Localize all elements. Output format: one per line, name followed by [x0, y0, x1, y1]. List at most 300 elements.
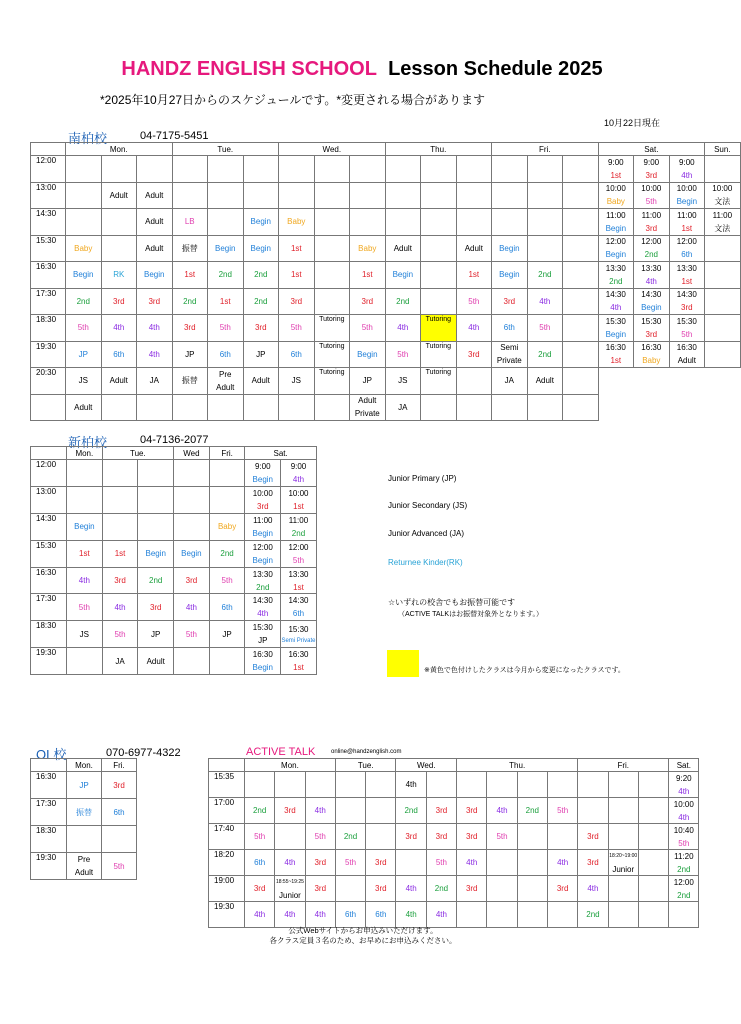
class-cell: Begin [492, 262, 528, 289]
class-cell: 2nd [335, 824, 365, 850]
class-cell [275, 824, 305, 850]
class-cell: 2nd [243, 288, 279, 315]
class-cell: 3rd [305, 850, 335, 876]
class-cell [67, 826, 102, 853]
class-cell [279, 156, 315, 183]
schedule-row [31, 513, 317, 540]
class-cell: Adult [137, 182, 173, 209]
class-cell [456, 368, 492, 395]
class-cell: 2nd [245, 798, 275, 824]
legend-js: Junior Secondary (JS) [388, 501, 468, 510]
schedule-row [31, 209, 741, 236]
class-cell [385, 156, 421, 183]
time-cell: 14:30 [31, 209, 66, 236]
day-header: Mon. [66, 143, 173, 156]
class-cell: Begin [67, 513, 103, 540]
class-cell: JP [350, 368, 386, 395]
class-cell: 5th [279, 315, 315, 342]
class-cell: 4th [305, 798, 335, 824]
time-cell: 16:30 [31, 567, 67, 594]
class-cell [67, 648, 103, 675]
class-cell: 3rd [426, 824, 456, 850]
class-cell: 3rd [243, 315, 279, 342]
class-cell: 5th [102, 621, 138, 648]
class-cell: 9:00 4th [669, 156, 705, 183]
time-cell: 15:30 [31, 540, 67, 567]
class-cell [101, 156, 137, 183]
class-cell [456, 156, 492, 183]
class-cell: 4th [137, 341, 173, 368]
class-cell [705, 262, 741, 289]
schedule-row [209, 902, 699, 928]
class-cell [138, 486, 174, 513]
class-cell [66, 182, 102, 209]
class-cell: 3rd [138, 594, 174, 621]
class-cell [456, 182, 492, 209]
class-cell: 4th [275, 850, 305, 876]
class-cell [457, 772, 487, 798]
class-cell: 2nd [209, 540, 245, 567]
class-cell: 5th [335, 850, 365, 876]
class-cell [517, 850, 547, 876]
class-cell [578, 772, 608, 798]
class-cell [335, 798, 365, 824]
schedule-row [31, 262, 741, 289]
schedule-row [209, 850, 699, 876]
class-cell [638, 876, 668, 902]
class-cell: 4th [275, 902, 305, 928]
class-cell: 1st [172, 262, 208, 289]
class-cell [66, 209, 102, 236]
class-cell: 4th [396, 902, 426, 928]
time-cell: 13:00 [31, 182, 66, 209]
class-cell [335, 772, 365, 798]
class-cell: 6th [102, 799, 137, 826]
class-cell: 12:00 5th [281, 540, 317, 567]
class-cell [209, 648, 245, 675]
class-cell: 11:00 文法 [705, 209, 741, 236]
class-cell: JA [137, 368, 173, 395]
class-cell [314, 209, 350, 236]
class-cell [314, 235, 350, 262]
class-cell [101, 394, 137, 421]
class-cell: Begin [137, 262, 173, 289]
class-cell: 5th [209, 567, 245, 594]
header-corner [209, 759, 245, 772]
class-cell: 3rd [279, 288, 315, 315]
day-header: Fri. [102, 759, 137, 772]
class-cell: Pre Adult [67, 853, 102, 880]
time-cell: 19:30 [31, 648, 67, 675]
highlight-swatch [387, 650, 419, 677]
class-cell [608, 876, 638, 902]
legend-ja: Junior Advanced (JA) [388, 529, 465, 538]
class-cell [174, 513, 210, 540]
schedule-row [31, 182, 741, 209]
day-header: Thu. [385, 143, 492, 156]
class-cell [66, 156, 102, 183]
time-cell: 18:30 [31, 315, 66, 342]
class-cell [608, 902, 638, 928]
subtitle: *2025年10月27日からのスケジュールです。*変更される場合があります [100, 93, 486, 107]
class-cell [305, 772, 335, 798]
class-cell [350, 156, 386, 183]
class-cell [209, 460, 245, 487]
class-cell [314, 156, 350, 183]
class-cell [421, 182, 457, 209]
active-talk-name: ACTIVE TALK [246, 746, 316, 758]
class-cell: Adult [527, 368, 563, 395]
class-cell: 振替 [67, 799, 102, 826]
class-cell: 4th [578, 876, 608, 902]
class-cell: 3rd [174, 567, 210, 594]
class-cell [608, 798, 638, 824]
schedule-row [209, 824, 699, 850]
day-header: Mon. [67, 759, 102, 772]
class-cell: Tutoring [421, 315, 457, 342]
class-cell: 振替 [172, 368, 208, 395]
class-cell: 5th [67, 594, 103, 621]
class-cell: 14:30 3rd [669, 288, 705, 315]
time-cell: 17:30 [31, 594, 67, 621]
class-cell: Pre Adult [208, 368, 244, 395]
time-cell: 16:30 [31, 262, 66, 289]
class-cell [421, 209, 457, 236]
class-cell: JP [67, 772, 102, 799]
class-cell: 12:00 6th [669, 235, 705, 262]
class-cell [245, 772, 275, 798]
legend-rk: Returnee Kinder(RK) [388, 558, 463, 567]
header-corner [31, 759, 67, 772]
class-cell [67, 460, 103, 487]
time-cell: 13:00 [31, 486, 67, 513]
class-cell [456, 394, 492, 421]
class-cell [421, 288, 457, 315]
footer-line-1: 公式Webサイトからお申込みいただけます。 [288, 926, 438, 935]
class-cell: 振替 [172, 235, 208, 262]
day-header: Sat. [669, 759, 699, 772]
class-cell [705, 288, 741, 315]
class-cell: 3rd [457, 876, 487, 902]
class-cell: 2nd [527, 262, 563, 289]
time-cell: 19:30 [31, 341, 66, 368]
day-header: Thu. [457, 759, 578, 772]
class-cell: 16:30 Begin [245, 648, 281, 675]
class-cell: 6th [366, 902, 396, 928]
day-header: Tue. [172, 143, 279, 156]
class-cell: 5th [208, 315, 244, 342]
class-cell: Adult [385, 235, 421, 262]
class-cell: 4th [487, 798, 517, 824]
class-cell [421, 394, 457, 421]
class-cell: Adult [243, 368, 279, 395]
class-cell: 2nd [138, 567, 174, 594]
class-cell [563, 235, 599, 262]
class-cell [366, 772, 396, 798]
class-cell: 6th [101, 341, 137, 368]
time-cell: 15:30 [31, 235, 66, 262]
class-cell: 4th [245, 902, 275, 928]
schedule-row [31, 648, 317, 675]
class-cell: Baby [66, 235, 102, 262]
class-cell [385, 209, 421, 236]
minami-phone: 04-7175-5451 [140, 130, 209, 142]
class-cell [563, 262, 599, 289]
schedule-row [31, 460, 317, 487]
class-cell [172, 156, 208, 183]
class-cell [102, 826, 137, 853]
schedule-row [31, 772, 137, 799]
time-cell: 19:30 [31, 853, 67, 880]
class-cell [350, 209, 386, 236]
minami-name: 南柏校 [68, 131, 108, 146]
class-cell: Tutoring [421, 341, 457, 368]
class-cell [208, 156, 244, 183]
class-cell [426, 772, 456, 798]
class-cell [608, 772, 638, 798]
class-cell: 15:30 Semi Private [281, 621, 317, 648]
class-cell: 2nd [527, 341, 563, 368]
class-cell [174, 486, 210, 513]
class-cell: Baby [350, 235, 386, 262]
day-header: Fri. [209, 447, 245, 460]
day-header: Tue. [102, 447, 173, 460]
class-cell [487, 902, 517, 928]
class-cell: JA [102, 648, 138, 675]
class-cell [279, 394, 315, 421]
class-cell: 6th [492, 315, 528, 342]
class-cell [517, 902, 547, 928]
class-cell: 4th [457, 850, 487, 876]
schedule-row [31, 394, 741, 421]
transfer-exception: （ACTIVE TALKはお振替対象外となります。） [398, 611, 544, 618]
class-cell: 4th [101, 315, 137, 342]
class-cell: 4th [174, 594, 210, 621]
time-cell: 14:30 [31, 513, 67, 540]
time-cell: 17:40 [209, 824, 245, 850]
class-cell: 10:00 5th [634, 182, 670, 209]
class-cell: 3rd [305, 876, 335, 902]
class-cell: Begin [350, 341, 386, 368]
class-cell: 14:30 4th [598, 288, 634, 315]
class-cell: 5th [487, 824, 517, 850]
class-cell: Tutoring [314, 368, 350, 395]
class-cell: 11:00 3rd [634, 209, 670, 236]
class-cell: 3rd [245, 876, 275, 902]
day-header: Sat. [598, 143, 705, 156]
minami-schedule [30, 142, 741, 421]
class-cell: 4th [305, 902, 335, 928]
class-cell: Baby [209, 513, 245, 540]
class-cell [208, 182, 244, 209]
schedule-row [31, 799, 137, 826]
class-cell: 4th [102, 594, 138, 621]
day-header: Wed. [279, 143, 386, 156]
class-cell [517, 772, 547, 798]
class-cell [492, 209, 528, 236]
class-cell [487, 850, 517, 876]
class-cell: 3rd [578, 850, 608, 876]
class-cell: 10:00 3rd [245, 486, 281, 513]
class-cell [421, 235, 457, 262]
class-cell: Semi Private [492, 341, 528, 368]
class-cell: JP [66, 341, 102, 368]
class-cell: 2nd [396, 798, 426, 824]
class-cell: 10:00 4th [669, 798, 699, 824]
class-cell: 5th [456, 288, 492, 315]
class-cell: JP [138, 621, 174, 648]
class-cell [527, 182, 563, 209]
class-cell: 12:00 Begin [598, 235, 634, 262]
day-header: Fri. [578, 759, 669, 772]
schedule-row [31, 341, 741, 368]
class-cell: 9:00 Begin [245, 460, 281, 487]
class-cell: 14:30 4th [245, 594, 281, 621]
class-cell: 13:30 1st [281, 567, 317, 594]
schedule-row [31, 288, 741, 315]
class-cell [101, 209, 137, 236]
class-cell: 3rd [426, 798, 456, 824]
class-cell: 3rd [547, 876, 577, 902]
class-cell: 18:55~19:25 Junior [275, 876, 305, 902]
class-cell [517, 824, 547, 850]
class-cell [138, 460, 174, 487]
class-cell [102, 486, 138, 513]
class-cell: 2nd [172, 288, 208, 315]
legend-jp: Junior Primary (JP) [388, 474, 457, 483]
class-cell: 5th [547, 798, 577, 824]
time-cell: 12:00 [31, 460, 67, 487]
class-cell [578, 798, 608, 824]
class-cell: 11:00 Begin [245, 513, 281, 540]
class-cell [275, 772, 305, 798]
class-cell: 9:00 3rd [634, 156, 670, 183]
class-cell [638, 772, 668, 798]
class-cell: RK [101, 262, 137, 289]
class-cell: 4th [527, 288, 563, 315]
class-cell [638, 850, 668, 876]
class-cell: Adult [138, 648, 174, 675]
class-cell: 3rd [102, 567, 138, 594]
class-cell: Begin [243, 209, 279, 236]
day-header: Wed. [396, 759, 457, 772]
day-header: Sat. [245, 447, 316, 460]
class-cell: 1st [279, 235, 315, 262]
class-cell: JP [172, 341, 208, 368]
schedule-row [31, 368, 741, 395]
class-cell [492, 182, 528, 209]
class-cell [101, 235, 137, 262]
class-cell: Baby [279, 209, 315, 236]
class-cell: 3rd [172, 315, 208, 342]
class-cell: 1st [67, 540, 103, 567]
class-cell [314, 288, 350, 315]
class-cell: Adult [137, 209, 173, 236]
class-cell [563, 315, 599, 342]
class-cell [563, 182, 599, 209]
class-cell [638, 902, 668, 928]
day-header: Mon. [67, 447, 103, 460]
day-header: Tue. [335, 759, 396, 772]
class-cell: 2nd [517, 798, 547, 824]
class-cell: 13:30 4th [634, 262, 670, 289]
day-header: Fri. [492, 143, 599, 156]
class-cell: 4th [396, 876, 426, 902]
header-corner [31, 447, 67, 460]
class-cell: 10:00 Baby [598, 182, 634, 209]
day-header: Wed [174, 447, 210, 460]
class-cell: 16:30 Baby [634, 341, 670, 368]
time-cell: 18:20 [209, 850, 245, 876]
class-cell: Adult [456, 235, 492, 262]
class-cell: 3rd [366, 850, 396, 876]
class-cell: 6th [335, 902, 365, 928]
time-cell: 17:30 [31, 799, 67, 826]
class-cell [314, 182, 350, 209]
class-cell [366, 824, 396, 850]
class-cell: 2nd [66, 288, 102, 315]
class-cell: Tutoring [314, 341, 350, 368]
class-cell: 11:00 2nd [281, 513, 317, 540]
class-cell: 4th [67, 567, 103, 594]
class-cell [563, 341, 599, 368]
schedule-row [31, 540, 317, 567]
class-cell [102, 513, 138, 540]
schedule-row [31, 235, 741, 262]
class-cell [174, 460, 210, 487]
class-cell [487, 876, 517, 902]
class-cell: 16:30 Adult [669, 341, 705, 368]
day-header: Sun. [705, 143, 741, 156]
class-cell [669, 902, 699, 928]
schedule-row [31, 826, 137, 853]
class-cell: JS [66, 368, 102, 395]
class-cell: 2nd [385, 288, 421, 315]
class-cell [705, 341, 741, 368]
schedule-row [31, 621, 317, 648]
schedule-row [209, 876, 699, 902]
class-cell: 15:30 JP [245, 621, 281, 648]
schedule-title: Lesson Schedule 2025 [388, 58, 603, 80]
class-cell: 1st [350, 262, 386, 289]
class-cell: 5th [245, 824, 275, 850]
class-cell [279, 182, 315, 209]
footer-line-2: 各クラス定員３名のため、お早めにお申込みください。 [269, 936, 457, 945]
time-cell: 12:00 [31, 156, 66, 183]
schedule-row [31, 567, 317, 594]
class-cell: Adult [137, 235, 173, 262]
class-cell: 2nd [243, 262, 279, 289]
class-cell: 5th [174, 621, 210, 648]
schedule-row [31, 853, 137, 880]
class-cell: 3rd [457, 798, 487, 824]
active-talk-email: online@handzenglish.com [331, 749, 402, 755]
class-cell: 2nd [578, 902, 608, 928]
class-cell [608, 824, 638, 850]
class-cell [137, 156, 173, 183]
class-cell: Begin [243, 235, 279, 262]
class-cell [563, 288, 599, 315]
shin-schedule [30, 446, 317, 675]
class-cell: JS [385, 368, 421, 395]
class-cell: Adult [101, 182, 137, 209]
schedule-row [31, 594, 317, 621]
class-cell [563, 368, 599, 395]
time-cell: 19:30 [209, 902, 245, 928]
time-cell: 17:00 [209, 798, 245, 824]
class-cell: 3rd [456, 341, 492, 368]
class-cell: 3rd [101, 288, 137, 315]
